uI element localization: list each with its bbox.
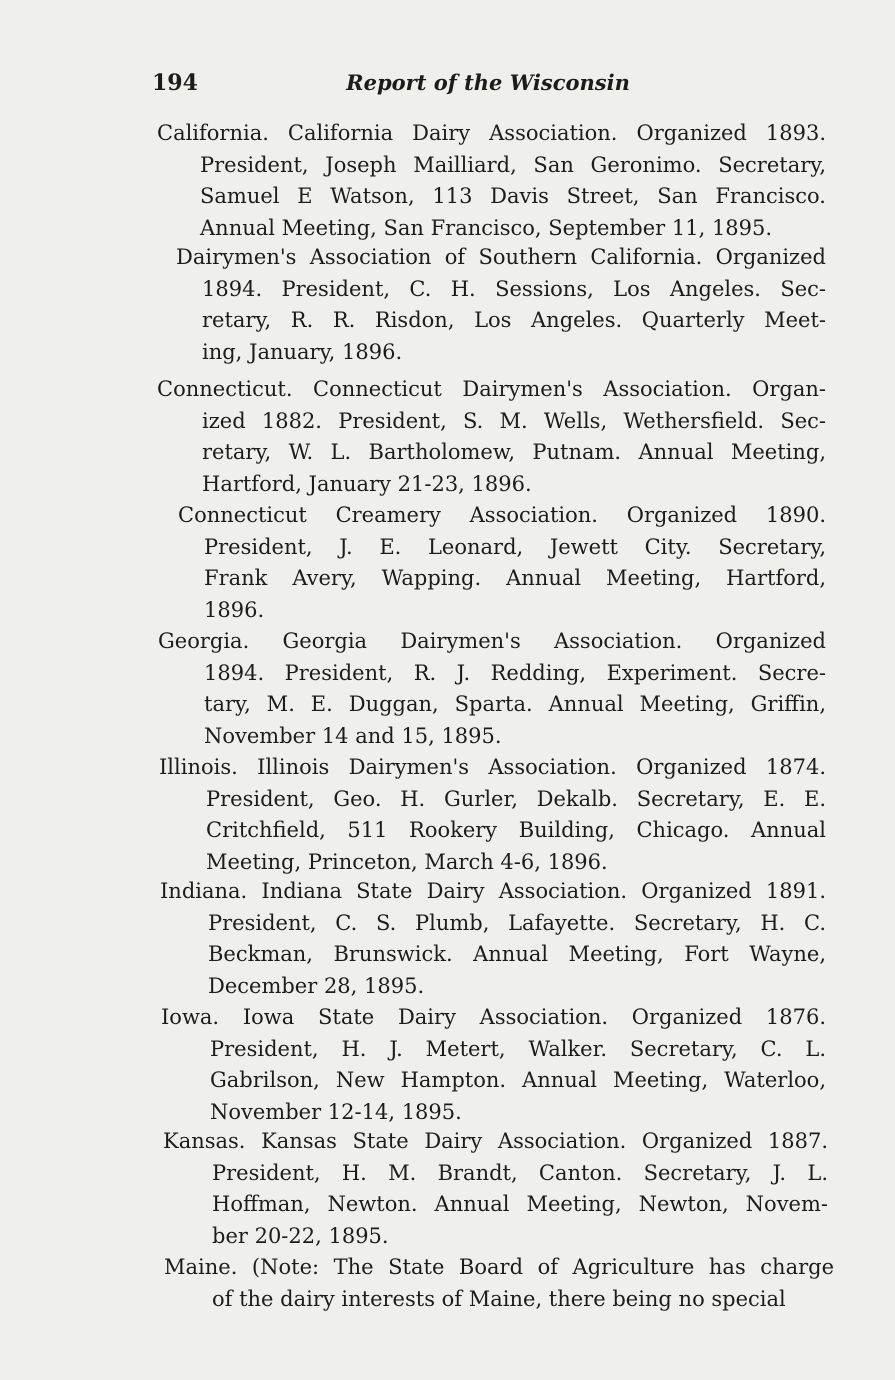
entry-line: November 12-14, 1895. [210,1099,462,1124]
entry-line: December 28, 1895. [208,973,425,998]
running-title: Report of the Wisconsin [346,70,630,95]
entry-line: retary, W. L. Bartholomew, Putnam. Annual Meeting, [202,440,826,464]
entry-line: of the dairy interests of Maine, there being no special [212,1286,786,1311]
entry-line: Indiana. Indiana State Dairy Association. Organized 1891. [160,879,826,903]
entry-line: President, H. M. Brandt, Canton. Secretary, J. L. [212,1160,828,1185]
entry-line: Beckman, Brunswick. Annual Meeting, Fort Wayne, [208,942,826,966]
entry-line: Dairymen's Association of Southern California. Organized [176,245,826,269]
entry-line: Connecticut Creamery Association. Organized 1890. [178,503,826,527]
entry-line: Gabrilson, New Hampton. Annual Meeting, Waterloo, [210,1068,826,1092]
entry-line: California. California Dairy Association. Organized 1893. [157,121,826,145]
page-number: 194 [152,70,198,96]
entry-line: 1894. President, R. J. Redding, Experiment. Secre- [204,660,826,685]
entry-line: retary, R. R. Risdon, Los Angeles. Quarterly Meet- [202,308,826,332]
entry-line: Kansas. Kansas State Dairy Association. Organized 1887. [163,1129,828,1153]
entry-line: Georgia. Georgia Dairymen's Association. Organized [158,629,826,653]
page-header [152,70,824,104]
entry-line: Meeting, Princeton, March 4-6, 1896. [206,849,608,874]
entry-line: President, J. E. Leonard, Jewett City. Secretary, [204,534,826,559]
entry-line: Iowa. Iowa State Dairy Association. Organized 1876. [161,1005,826,1029]
entry-line: 1896. [204,597,265,622]
entry-line: Hoffman, Newton. Annual Meeting, Newton, Novem- [212,1192,828,1216]
entry-line: Annual Meeting, San Francisco, September 11, 1895. [200,215,773,240]
entry-line: Samuel E Watson, 113 Davis Street, San Francisco. [200,184,826,208]
entry-line: President, C. S. Plumb, Lafayette. Secretary, H. C. [208,910,826,935]
entry-line: Illinois. Illinois Dairymen's Association. Organized 1874. [159,755,826,779]
entry-line: President, Joseph Mailliard, San Geronimo. Secretary, [200,152,826,177]
entry-line: President, H. J. Metert, Walker. Secretary, C. L. [210,1036,826,1061]
entry-line: Frank Avery, Wapping. Annual Meeting, Hartford, [204,566,826,590]
entry-line: ber 20-22, 1895. [212,1223,389,1248]
entry-line: November 14 and 15, 1895. [204,723,502,748]
entry-line: 1894. President, C. H. Sessions, Los Angeles. Sec- [202,276,826,301]
entry-line: Connecticut. Connecticut Dairymen's Association. Organ- [157,377,826,401]
entry-line: Maine. (Note: The State Board of Agriculture has charge [164,1255,834,1279]
entry-line: ing, January, 1896. [202,339,403,364]
entry-line: tary, M. E. Duggan, Sparta. Annual Meeting, Griffin, [204,692,826,716]
entry-line: ized 1882. President, S. M. Wells, Wethersfield. Sec- [202,408,826,433]
entry-line: Critchfield, 511 Rookery Building, Chicago. Annual [206,818,826,842]
entry-line: Hartford, January 21-23, 1896. [202,471,532,496]
entry-line: President, Geo. H. Gurler, Dekalb. Secretary, E. E. [206,786,826,811]
